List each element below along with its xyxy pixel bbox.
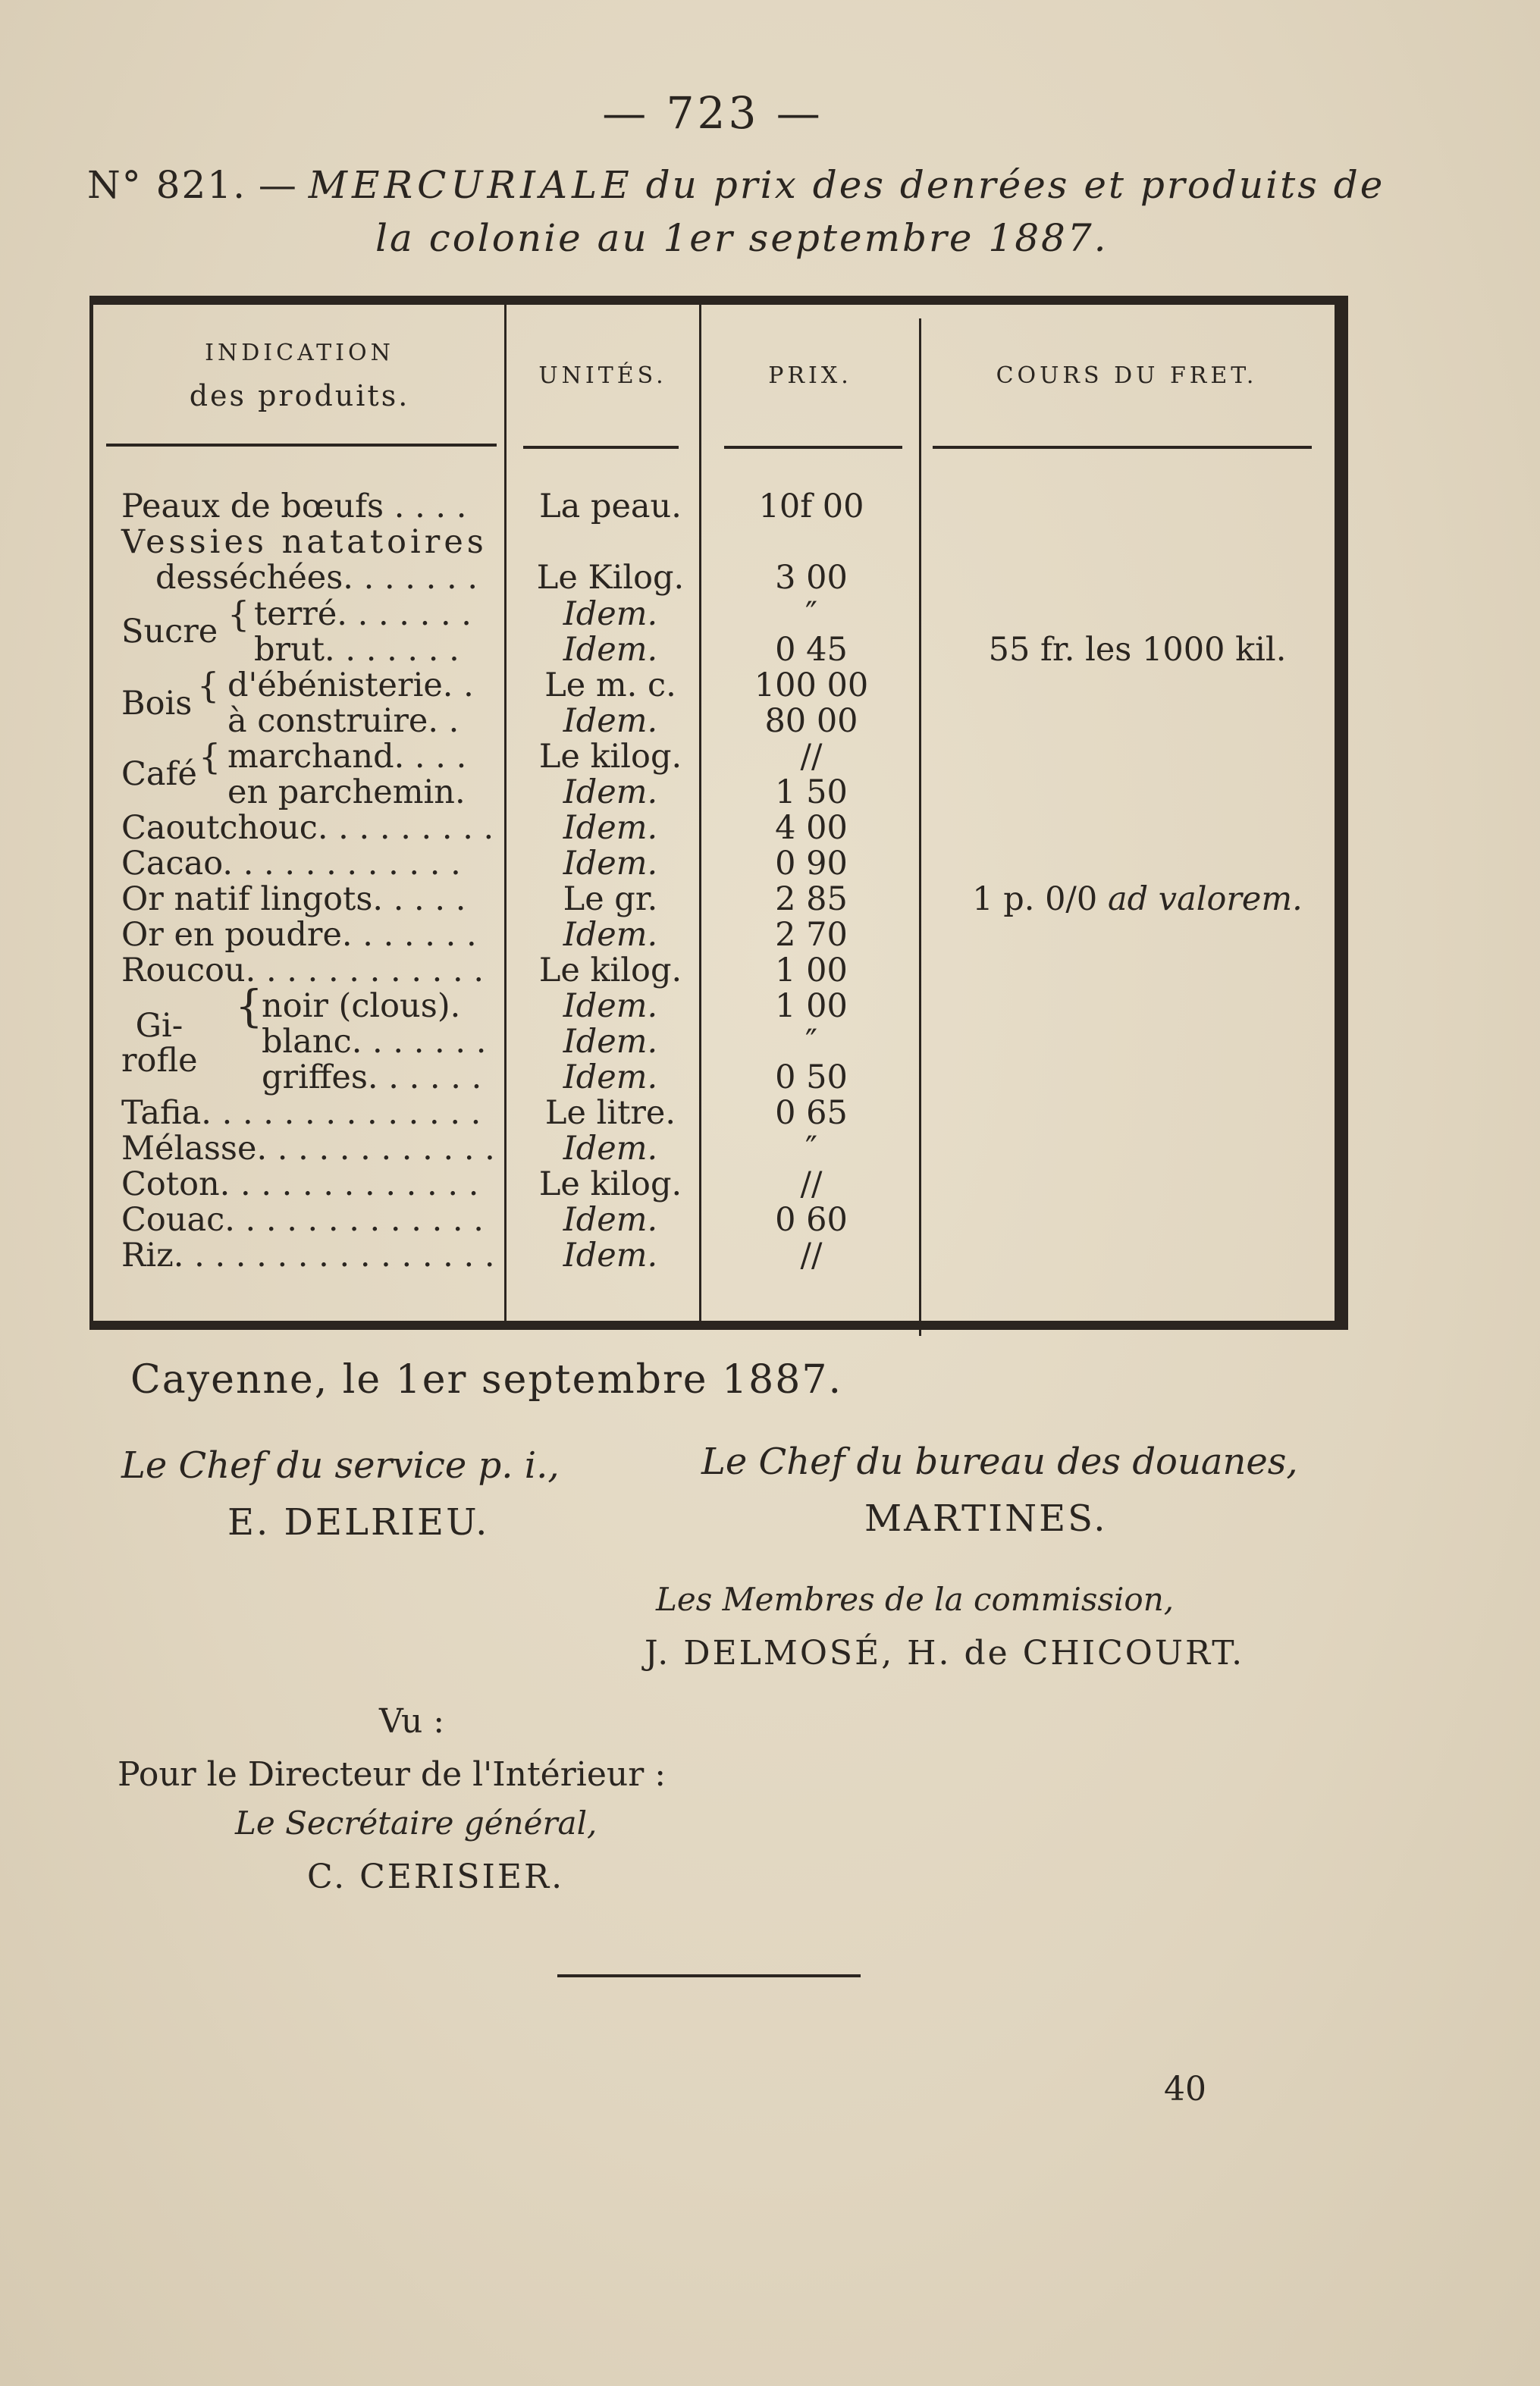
column-divider <box>699 303 701 1321</box>
product-name: Vessies natatoires <box>121 523 488 561</box>
product-name: à construire. . <box>227 702 459 740</box>
product-unit: Le litre. <box>544 1094 676 1132</box>
header-freight: COURS DU FRET. <box>996 362 1258 389</box>
header-rule <box>933 446 1312 449</box>
product-unit: Idem. <box>563 773 658 811</box>
product-price: ″ <box>805 595 818 633</box>
brace: { <box>235 980 263 1032</box>
product-price: // <box>800 1165 823 1203</box>
product-unit: Idem. <box>563 595 658 633</box>
secretary-title: Le Secrétaire général, <box>235 1804 597 1842</box>
product-name: Tafia. . . . . . . . . . . . . . <box>121 1094 481 1132</box>
product-unit: Idem. <box>563 1058 658 1096</box>
header-rule <box>106 444 497 447</box>
column-divider <box>919 318 921 1336</box>
product-unit: Idem. <box>563 1130 658 1168</box>
brace: { <box>227 594 250 635</box>
group-label-sucre: Sucre <box>121 613 218 651</box>
page-number: — 723 — <box>602 87 823 139</box>
product-name: en parchemin. <box>227 773 466 811</box>
product-unit: Idem. <box>563 987 658 1025</box>
group-label-girofle: Gi- rofle <box>121 1007 198 1080</box>
product-unit: Le m. c. <box>544 666 676 704</box>
product-unit: Le Kilog. <box>536 559 685 597</box>
product-price: 0 90 <box>775 845 848 883</box>
freight-gold-basis: ad valorem. <box>1107 880 1303 918</box>
product-name: Couac. . . . . . . . . . . . . <box>121 1201 484 1239</box>
product-unit: La peau. <box>539 488 682 525</box>
product-price: 1 00 <box>775 952 848 989</box>
product-name: griffes. . . . . . <box>262 1058 482 1096</box>
product-name: Riz. . . . . . . . . . . . . . . . <box>121 1237 495 1275</box>
product-price: 10f 00 <box>758 488 864 525</box>
brace: { <box>197 665 220 706</box>
commission-title: Les Membres de la commission, <box>656 1581 1175 1618</box>
product-name: Caoutchouc. . . . . . . . . <box>121 809 494 847</box>
product-name: noir (clous). <box>262 987 461 1025</box>
group-label-cafe: Café <box>121 755 197 793</box>
freight-gold <box>940 882 1335 917</box>
secretary-name: C. CERISIER. <box>307 1858 565 1896</box>
product-name: terré. . . . . . . <box>254 595 472 633</box>
director-line: Pour le Directeur de l'Intérieur : <box>118 1755 666 1794</box>
product-unit: Le kilog. <box>538 952 682 989</box>
product-name: Or en poudre. . . . . . . <box>121 916 477 954</box>
header-indication-sub: des produits. <box>189 379 410 412</box>
left-signatory-title: Le Chef du service p. i., <box>121 1444 560 1487</box>
product-price: 2 85 <box>775 880 848 918</box>
product-unit: Idem. <box>563 1201 658 1239</box>
vu-label: Vu : <box>379 1702 445 1741</box>
header-rule <box>523 446 679 449</box>
product-price: ″ <box>805 1023 818 1061</box>
heading-title: MERCURIALE <box>308 163 634 207</box>
product-unit: Idem. <box>563 702 658 740</box>
product-price: // <box>800 738 823 776</box>
product-name: Peaux de bœufs . . . . <box>121 488 467 525</box>
product-name: Cacao. . . . . . . . . . . . <box>121 845 461 883</box>
commission-names: J. DELMOSÉ, H. de CHICOURT. <box>645 1634 1245 1673</box>
left-signatory-name: E. DELRIEU. <box>227 1501 490 1544</box>
product-price: ″ <box>805 1130 818 1168</box>
product-name: Coton. . . . . . . . . . . . . <box>121 1165 479 1203</box>
product-price: 3 00 <box>775 559 848 597</box>
product-unit: Idem. <box>563 809 658 847</box>
product-name: brut. . . . . . . <box>254 631 459 669</box>
product-price: 4 00 <box>775 809 848 847</box>
product-price: 100 00 <box>754 666 869 704</box>
right-signatory-title: Le Chef du bureau des douanes, <box>701 1441 1298 1483</box>
freight-sugar: 55 fr. les 1000 kil. <box>988 631 1287 669</box>
table-border-right <box>1335 296 1348 1328</box>
product-unit: Idem. <box>563 1237 658 1275</box>
product-unit: Idem. <box>563 631 658 669</box>
table-border-left <box>89 296 93 1328</box>
header-rule <box>724 446 902 449</box>
product-name: Roucou. . . . . . . . . . . . <box>121 952 484 989</box>
product-price: 2 70 <box>775 916 848 954</box>
column-divider <box>504 303 507 1321</box>
product-name: Or natif lingots. . . . . <box>121 880 466 918</box>
header-price: PRIX. <box>768 362 852 389</box>
table-border-top <box>89 296 1348 305</box>
product-name: Mélasse. . . . . . . . . . . . <box>121 1130 495 1168</box>
product-unit: Idem. <box>563 916 658 954</box>
heading-number: N° 821. <box>87 163 246 207</box>
product-unit: Le gr. <box>563 880 658 918</box>
brace: { <box>199 736 221 777</box>
product-price: 0 60 <box>775 1201 848 1239</box>
product-price: 1 50 <box>775 773 848 811</box>
product-name: desséchées. . . . . . . <box>155 559 478 597</box>
product-price: 1 00 <box>775 987 848 1025</box>
product-price: // <box>800 1237 823 1275</box>
heading-rest: du prix des denrées et produits de <box>645 163 1385 207</box>
folio-number: 40 <box>1164 2070 1206 2109</box>
document-heading <box>87 163 1385 207</box>
heading-dash: — <box>258 163 296 207</box>
header-indication: INDICATION <box>205 340 394 366</box>
group-label-bois: Bois <box>121 685 193 723</box>
product-name: d'ébénisterie. . <box>227 666 474 704</box>
freight-gold-rate: 1 p. 0/0 <box>972 880 1098 918</box>
product-price: 0 45 <box>775 631 848 669</box>
product-unit: Le kilog. <box>538 1165 682 1203</box>
product-price: 80 00 <box>764 702 858 740</box>
closing-rule <box>557 1974 861 1977</box>
product-unit: Idem. <box>563 1023 658 1061</box>
product-price: 0 65 <box>775 1094 848 1132</box>
product-unit: Le kilog. <box>538 738 682 776</box>
place-date: Cayenne, le 1er septembre 1887. <box>130 1357 842 1403</box>
product-unit: Idem. <box>563 845 658 883</box>
product-name: marchand. . . . <box>227 738 467 776</box>
header-units: UNITÉS. <box>538 362 667 389</box>
product-price: 0 50 <box>775 1058 848 1096</box>
heading-line2: la colonie au 1er septembre 1887. <box>375 216 1109 260</box>
right-signatory-name: MARTINES. <box>864 1497 1108 1540</box>
table-border-bottom <box>89 1321 1348 1330</box>
product-name: blanc. . . . . . . <box>262 1023 487 1061</box>
